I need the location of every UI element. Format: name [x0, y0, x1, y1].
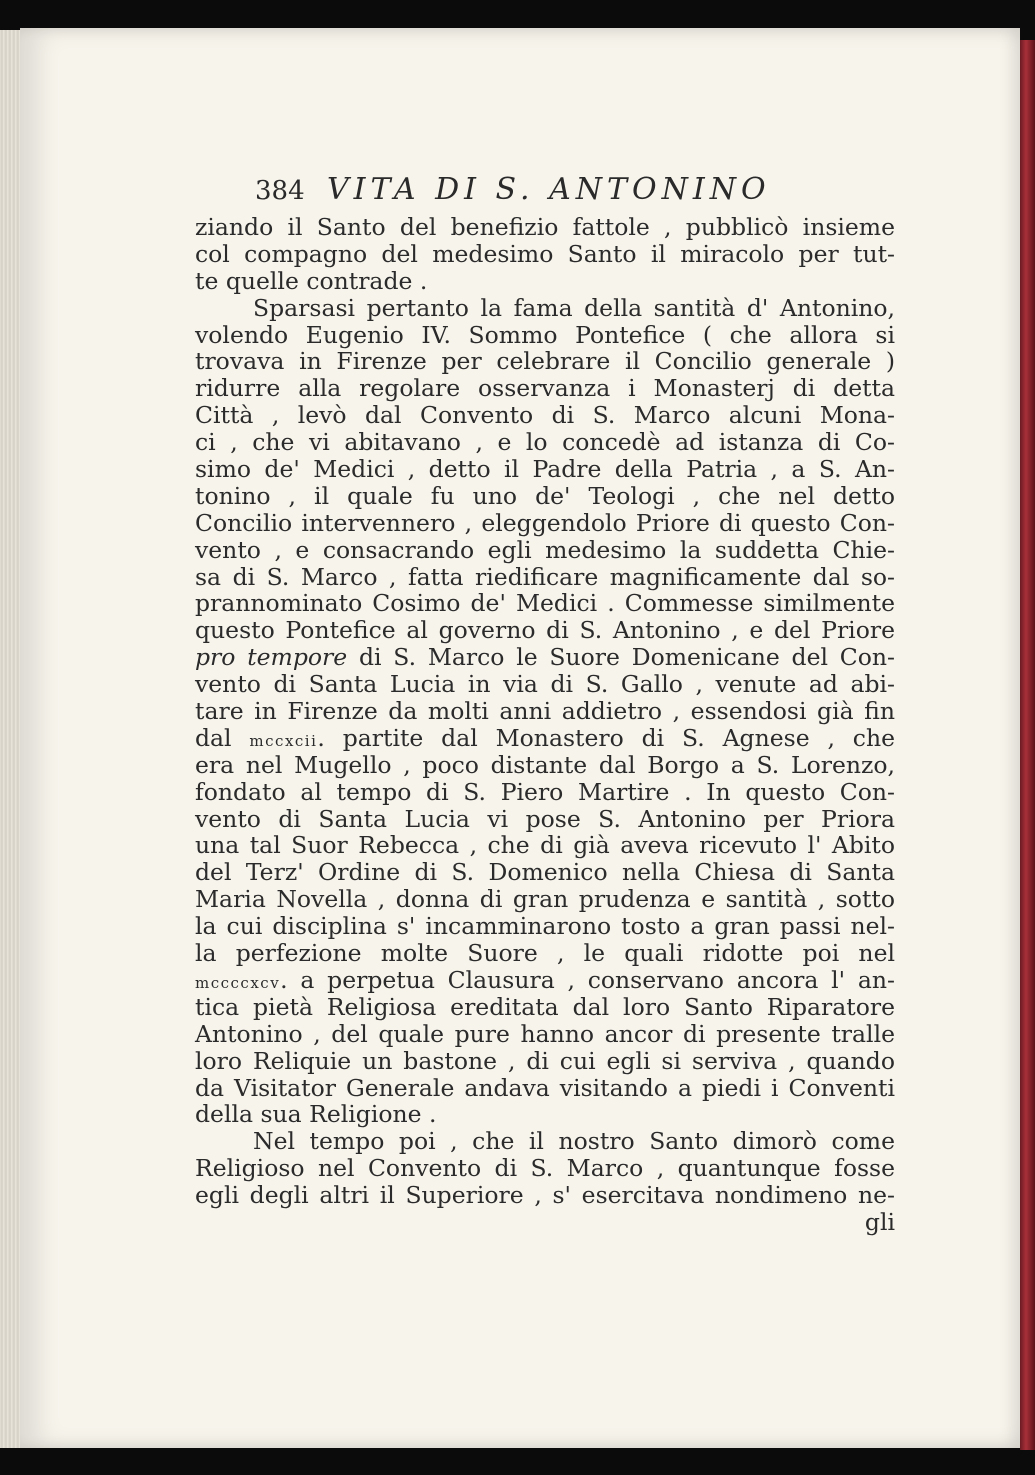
text-line: della sua Religione . [195, 1100, 437, 1129]
text-line: sa di S. Marco , fatta riedificare magnificamente dal so- [195, 562, 895, 591]
text-line-mixed [195, 725, 895, 752]
line-rest: di S. Marco le Suore Domenicane del Con- [347, 643, 896, 672]
text-line: fondato al tempo di S. Piero Martire . In questo Con- [195, 777, 895, 806]
text-line: loro Reliquie un bastone , di cui egli si serviva , quando [195, 1046, 895, 1075]
paragraph-start: Nel tempo poi , che il nostro Santo dimorò come [253, 1127, 895, 1156]
text-line: Religioso nel Convento di S. Marco , quantunque fosse [195, 1154, 895, 1183]
text-line: Antonino , del quale pure hanno ancor di presente tralle [195, 1019, 895, 1048]
paragraph-start: Sparsasi pertanto la fama della santità d' Antonino, [253, 293, 895, 322]
page-header [255, 172, 895, 212]
text-line: del Terz' Ordine di S. Domenico nella Chiesa di Santa [195, 858, 895, 887]
body-text [195, 214, 895, 1236]
running-title: VITA DI S. ANTONINO [327, 172, 771, 207]
text-line: vento di Santa Lucia in via di S. Gallo , venute ad abi- [195, 670, 895, 699]
book-binding [1020, 40, 1035, 1450]
text-line: col compagno del medesimo Santo il miracolo per tut- [195, 239, 895, 268]
text-line: volendo Eugenio IV. Sommo Pontefice ( che allora si [195, 320, 895, 349]
text-line: la perfezione molte Suore , le quali ridotte poi nel [195, 939, 895, 968]
text-line: prannominato Cosimo de' Medici . Commesse similmente [195, 589, 895, 618]
text-line: tare in Firenze da molti anni addietro , essendosi già fin [195, 697, 895, 726]
text-line: tonino , il quale fu uno de' Teologi , che nel detto [195, 481, 895, 510]
text-line: ci , che vi abitavano , e lo concedè ad istanza di Co- [195, 428, 895, 457]
text-line: ridurre alla regolare osservanza i Monasterj di detta [195, 374, 895, 403]
text-line: era nel Mugello , poco distante dal Borgo a S. Lorenzo, [195, 750, 895, 779]
text-line: tica pietà Religiosa ereditata dal loro Santo Riparatore [195, 992, 895, 1021]
line-rest: . a perpetua Clausura , conservano ancora l' an- [280, 965, 895, 994]
line-pre: dal [195, 723, 250, 752]
page-number: 384 [255, 176, 305, 206]
roman-numeral-date: mccxcii [249, 731, 318, 750]
catchword: gli [864, 1207, 895, 1236]
text-line: una tal Suor Rebecca , che di già aveva ricevuto l' Abito [195, 831, 895, 860]
text-line: la cui disciplina s' incamminarono tosto a gran passi nel- [195, 912, 895, 941]
text-line: vento , e consacrando egli medesimo la suddetta Chie- [195, 535, 895, 564]
italic-phrase: pro tempore [195, 643, 348, 672]
roman-numeral-date: mccccxcv [195, 973, 281, 992]
text-line-mixed [195, 967, 895, 994]
text-line: trovava in Firenze per celebrare il Concilio generale ) [195, 347, 895, 376]
line-rest: . partite dal Monastero di S. Agnese , che [317, 723, 895, 752]
text-line: simo de' Medici , detto il Padre della Patria , a S. An- [195, 455, 895, 484]
text-line: da Visitator Generale andava visitando a piedi i Conventi [195, 1073, 895, 1102]
text-line-mixed [195, 644, 895, 671]
text-line: questo Pontefice al governo di S. Antonino , e del Priore [195, 616, 895, 645]
text-line: egli degli altri il Superiore , s' esercitava nondimeno ne- [195, 1181, 895, 1210]
text-line: Maria Novella , donna di gran prudenza e santità , sotto [195, 885, 895, 914]
text-line: te quelle contrade . [195, 266, 428, 295]
text-line: Concilio intervennero , eleggendolo Priore di questo Con- [195, 508, 895, 537]
text-line: ziando il Santo del benefizio fattole , pubblicò insieme [195, 213, 895, 241]
text-line: Città , levò dal Convento di S. Marco alcuni Mona- [195, 401, 895, 430]
text-line: vento di Santa Lucia vi pose S. Antonino per Priora [195, 804, 895, 833]
